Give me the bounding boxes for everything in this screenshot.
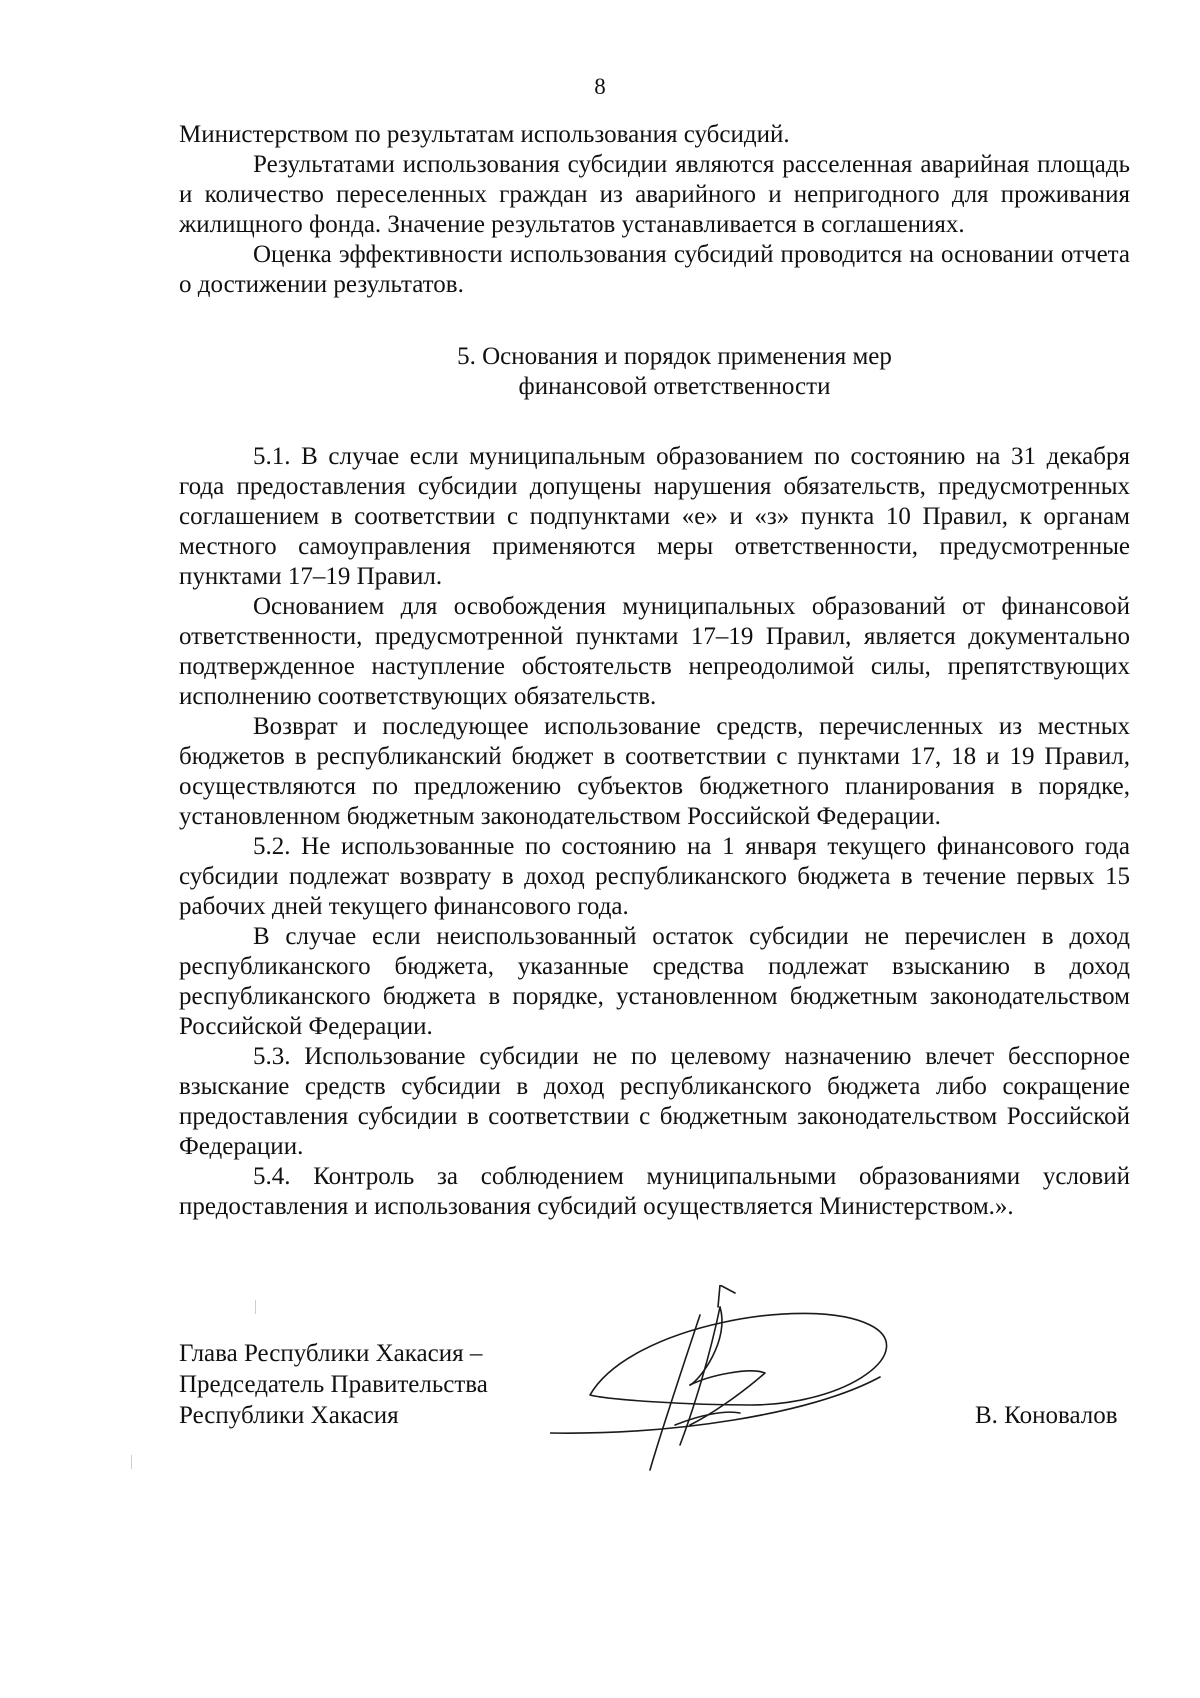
scan-speck xyxy=(255,1300,256,1314)
section-heading-line-2: финансовой ответственности xyxy=(518,373,831,400)
paragraph-5-2: 5.2. Не использованные по состоянию на 1 января текущего финансового года субсидии подлежат возврату в доход республиканского бюджета в течение первых 15 рабочих дней текущего финансового года. xyxy=(179,833,1130,920)
paragraph-force-majeure: Основанием для освобождения муниципальных образований от финансовой ответственности, предусмотренной пунктами 17–19 Правил, является документально подтвержденное наступление обстоятельств непреодолимой силы, препятствующих исполнению соответствующих обязательств. xyxy=(179,593,1130,710)
paragraph-results: Результатами использования субсидии являются расселенная аварийная площадь и количество переселенных граждан из аварийного и непригодного для проживания жилищного фонда. Значение результатов устанавливается в соглашениях. xyxy=(179,151,1130,238)
page-number: 8 xyxy=(594,74,606,99)
paragraph-continuation: Министерством по результатам использования субсидий. xyxy=(179,121,790,148)
scan-speck xyxy=(131,1455,132,1469)
paragraph-5-3: 5.3. Использование субсидии не по целевому назначению влечет бесспорное взыскание средств субсидии в доход республиканского бюджета либо сокращение предоставления субсидии в соответствии с бюджетным законодательством Российской Федерации. xyxy=(179,1043,1130,1160)
paragraph-efficiency: Оценка эффективности использования субсидий проводится на основании отчета о достижении результатов. xyxy=(179,241,1130,298)
signatory-position xyxy=(179,1338,488,1431)
paragraph-5-1: 5.1. В случае если муниципальным образованием по состоянию на 31 декабря года предоставления субсидии допущены нарушения обязательств, предусмотренных соглашением в соответствии с подпунктами «е» и «з» пункта 10 Правил, к органам местного самоуправления применяются меры ответственности, предусмотренные пунктами 17–19 Правил. xyxy=(179,443,1130,590)
document-body xyxy=(179,120,1130,1222)
paragraph-5-4: 5.4. Контроль за соблюдением муниципальными образованиями условий предоставления и использования субсидий осуществляется Министерством.». xyxy=(179,1163,1130,1220)
paragraph-refund-usage: Возврат и последующее использование средств, перечисленных из местных бюджетов в республиканский бюджет в соответствии с пунктами 17, 18 и 19 Правил, осуществляются по предложению субъектов бюджетного планирования в порядке, установленном бюджетным законодательством Российской Федерации. xyxy=(179,713,1130,830)
section-heading xyxy=(179,342,1130,402)
signatory-position-line-1: Глава Республики Хакасия – xyxy=(179,1340,483,1367)
handwritten-signature xyxy=(550,1285,930,1490)
section-heading-line-1: 5. Основания и порядок применения мер xyxy=(457,343,892,370)
paragraph-recovery: В случае если неиспользованный остаток субсидии не перечислен в доход республиканского бюджета, указанные средства подлежат взысканию в доход республиканского бюджета в порядке, установленном бюджетным законодательством Российской Федерации. xyxy=(179,923,1130,1040)
signatory-name: В. Коновалов xyxy=(975,1402,1118,1429)
signatory-position-line-2: Председатель Правительства xyxy=(179,1371,488,1398)
signatory-position-line-3: Республики Хакасия xyxy=(179,1402,399,1429)
